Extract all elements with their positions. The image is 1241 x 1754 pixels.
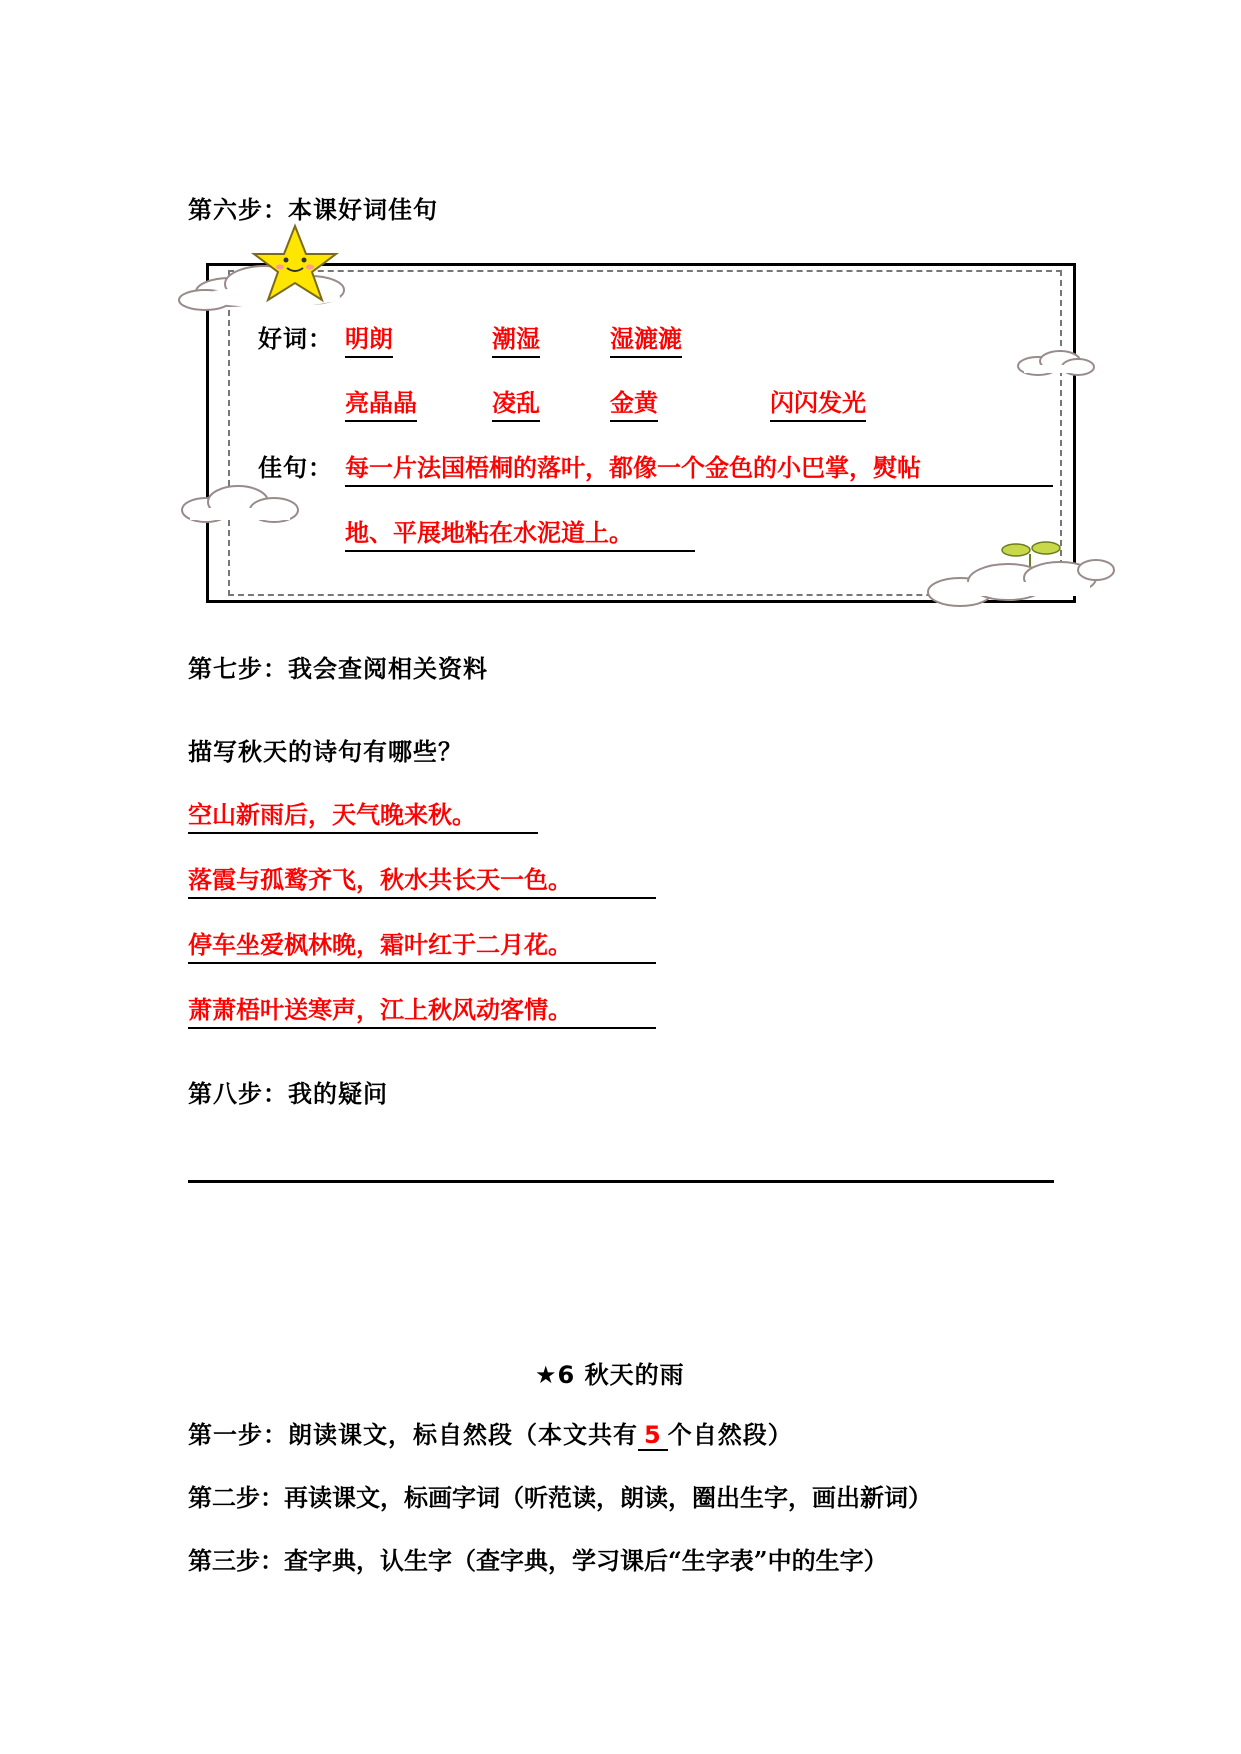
cloud-icon (1010, 348, 1098, 380)
star-icon (170, 222, 370, 312)
lesson-step2: 第二步：再读课文，标画字词（听范读，朗读，圈出生字，画出新词） (188, 1483, 932, 1512)
poem-line: 停车坐爱枫林晚，霜叶红于二月花。 (188, 925, 656, 964)
step8-heading: 第八步：我的疑问 (188, 1079, 388, 1108)
sentence-line-2: 地、平展地粘在水泥道上。 (345, 513, 695, 552)
sentence-label: 佳句： (258, 453, 333, 482)
lesson-title: ★6 秋天的雨 (535, 1361, 685, 1389)
word-item: 凌乱 (492, 383, 540, 422)
word-item: 潮湿 (492, 319, 540, 358)
paragraph-count: 5 (638, 1421, 668, 1451)
cloud-icon (176, 482, 306, 532)
poem-line: 空山新雨后，天气晚来秋。 (188, 795, 538, 834)
cloud-icon (928, 560, 1114, 606)
step7-heading: 第七步：我会查阅相关资料 (188, 654, 488, 683)
cloud-icon (179, 266, 344, 310)
word-item: 金黄 (610, 383, 658, 422)
lesson-step1 (188, 1415, 793, 1450)
lesson-step1-prefix: 第一步：朗读课文，标自然段（本文共有 (188, 1420, 638, 1449)
step7-question: 描写秋天的诗句有哪些？ (188, 737, 463, 766)
word-item: 明朗 (345, 319, 393, 358)
word-item: 亮晶晶 (345, 383, 417, 422)
answer-line (188, 1180, 1054, 1183)
word-item: 闪闪发光 (770, 383, 866, 422)
words-label: 好词： (258, 324, 333, 353)
word-item: 湿漉漉 (610, 319, 682, 358)
sentence-line-1: 每一片法国梧桐的落叶，都像一个金色的小巴掌，熨帖 (345, 448, 1053, 487)
sprout-icon (920, 532, 1115, 612)
step6-heading: 第六步：本课好词佳句 (188, 195, 438, 224)
poem-line: 落霞与孤鹜齐飞，秋水共长天一色。 (188, 860, 656, 899)
lesson-step3: 第三步：查字典，认生字（查字典，学习课后“生字表”中的生字） (188, 1546, 888, 1575)
poem-line: 萧萧梧叶送寒声，江上秋风动客情。 (188, 990, 656, 1029)
lesson-step1-suffix: 个自然段） (667, 1420, 793, 1449)
